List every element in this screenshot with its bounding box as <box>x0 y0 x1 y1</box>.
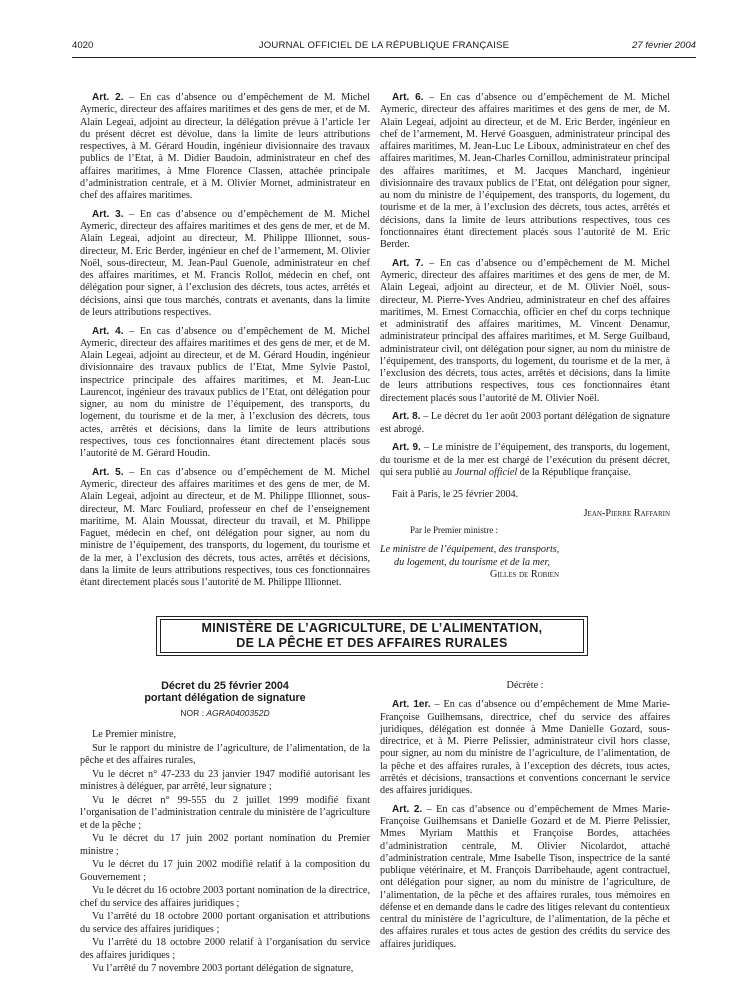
article-paragraph <box>80 326 370 461</box>
prime-minister-signature: Jean-Pierre Raffarin <box>583 507 670 519</box>
article-text: – En cas d’absence ou d’empêchement de Mmes Marie-Françoise Guilhemsans et Danielle Gozard et de M. Pierre Pelissier, Mmes Myriam Matthis et Françoise Bordes, attachées d’administration centrale, M. Olivier Nicolardot, attaché d’administration centrale, Mme Isabelle Tison, inspectrice de la santé publique vétérinaire, et M. François Darribehaude, agent contractuel, ont délégation pour signer, au nom du ministre de l’agriculture, de l’alimentation, de la pêche et des affaires rurales, tous mémoires en défense et en demande dans le cadre des litiges relevant du contentieux central du ministère de l’agriculture, de l’alimentation, de la pêche et des affaires rurales et tous actes de gestion des crédits du service des affaires juridiques. <box>380 803 671 950</box>
minister-title-line-1: Le ministre de l’équipement, des transports, <box>380 544 560 556</box>
article-paragraph <box>80 92 370 202</box>
decret-title-line-2: portant délégation de signature <box>144 692 306 704</box>
ministry-banner-line-2: DE LA PÊCHE ET DES AFFAIRES RURALES <box>236 636 508 650</box>
ministry-banner <box>156 616 588 656</box>
decrete-heading: Décrète : <box>506 680 544 691</box>
journal-title: JOURNAL OFFICIEL DE LA RÉPUBLIQUE FRANÇAISE <box>258 40 510 51</box>
decret-right-column <box>380 680 670 957</box>
right-column <box>380 92 670 581</box>
visa-paragraph: Le Premier ministre, <box>92 729 177 741</box>
article-paragraph <box>380 411 670 436</box>
article-paragraph <box>80 467 370 590</box>
visa-paragraph: Sur le rapport du ministre de l’agriculture, de l’alimentation, de la pêche et des affaires rurales, <box>80 743 370 767</box>
article-label: Art. 7. <box>392 257 424 269</box>
article-paragraph <box>80 209 370 319</box>
nor-code: AGRA0400352D <box>206 708 270 718</box>
nor-label: NOR : <box>180 708 207 718</box>
minister-signature: Gilles de Robien <box>490 568 560 580</box>
article-text: – En cas d’absence ou d’empêchement de Mme Marie-Françoise Guilhemsans, directrice, chef du service des affaires juridiques, délégation est donnée à Mme Danielle Gozard, sous-directrice, et à M. Pierre Pelissier, administrateur civil hors classe, pour signer, au nom du ministre de l’agriculture, de l’alimentation, de la pêche et des affaires rurales, à l’exception des décrets, tous actes, arrêtés et décisions, transactions et conventions concernant le service des affaires juridiques. <box>380 699 670 796</box>
article-label: Art. 4. <box>92 325 124 337</box>
article-label: Art. 2. <box>392 803 423 815</box>
place-date: Fait à Paris, le 25 février 2004. <box>392 489 519 500</box>
article-text: – En cas d’absence ou d’empêchement de M. Michel Aymeric, directeur des affaires maritimes et des gens de mer, et de M. Alain Legeai, adjoint au directeur, M. Philippe Illionnet, sous-directeur, M. Eric Berder, ingénieur en chef de l’armement, M. Olivier Noël, sous-directeur, M. Jean-Paul Guenole, administrateur en chef des affaires maritimes, et M. Francis Rollot, médecin en chef, ont délégation pour signer, à l’exclusion des décrets, tous actes, arrêtés et décisions, ainsi que tous marchés, contrats et avenants, dans la limite de leurs attributions respectives. <box>80 208 370 318</box>
article-label: Art. 5. <box>92 466 124 478</box>
header-rule <box>72 57 696 58</box>
article-paragraph <box>380 442 670 479</box>
visa-paragraph: Vu le décret du 17 juin 2002 modifié relatif à la composition du Gouvernement ; <box>80 859 370 883</box>
article-text: – En cas d’absence ou d’empêchement de M. Michel Aymeric, directeur des affaires maritimes et des gens de mer, et de M. Alain Legeai, adjoint au directeur, et de M. Gérard Houdin, ingénieur divisionnaire des travaux publics de l’Etat, Mme Sylvie Pastol, inspectrice principale des affaires maritimes, et M. Jean-Luc Laurencot, ingénieur des travaux publics de l’Etat, ont délégation pour signer, au nom du ministre de l’équipement, des transports, du logement, du tourisme et de la mer, à l’exclusion des décrets, tous actes, arrêtés et décisions, dans la limite de leurs attributions respectives, tous ces fonctionnaires étant directement placés sous l’autorité de M. Gérard Houdin. <box>80 325 370 459</box>
article-text: – En cas d’absence ou d’empêchement de M. Michel Aymeric, directeur des affaires maritimes et des gens de mer, de M. Alain Legeai, adjoint au directeur, et de M. Eric Berder, ingénieur en chef de l’armement, M. Hervé Goasguen, administrateur principal des affaires maritimes, M. Jean-Luc Le Liboux, administrateur en chef des affaires maritimes, M. Jean-Charles Cornillou, administrateur principal des affaires maritimes, et M. Jacques Manchard, ingénieur divisionnaire des travaux publics de l’Etat, ont délégation pour signer, au nom du ministre de l’équipement, des transports, du logement, du tourisme et de la mer, à l’exclusion des décrets, tous actes, arrêtés et décisions, dans la limite de leurs attributions respectives, tous ces fonctionnaires étant directement placés sous l’autorité de M. Eric Berder. <box>380 92 670 250</box>
minister-title-line-2: du logement, du tourisme et de la mer, <box>394 556 550 568</box>
visa-paragraph: Vu l’arrêté du 7 novembre 2003 portant délégation de signature, <box>92 963 354 975</box>
ministry-banner-inner <box>160 619 584 653</box>
article-label: Art. 8. <box>392 411 421 423</box>
article-text: – Le ministre de l’équipement, des transports, du logement, du tourisme et de la mer est chargé de l’exécution du présent décret, qui sera publié au <box>380 442 670 478</box>
article-text: – Le décret du 1er août 2003 portant délégation de signature est abrogé. <box>380 411 671 435</box>
visa-paragraph: Vu le décret n° 47-233 du 23 janvier 1947 modifié autorisant les ministres à déléguer, par arrêté, leur signature ; <box>80 769 370 793</box>
decret-title-line-1: Décret du 25 février 2004 <box>161 680 289 692</box>
article-text: – En cas d’absence ou d’empêchement de M. Michel Aymeric, directeur des affaires maritimes et des gens de mer, de M. Alain Legeai, adjoint au directeur, et de M. Philippe Illionnet, sous-directeur, M. Marc Fouliard, professeur en chef de l’enseignement maritime, M. Alain Moussat, directeur du travail, et M. Philippe Faguet, médecin en chef, ont délégation pour signer, au nom du ministre de l’équipement, des transports, du logement, du tourisme et de la mer, à l’exclusion des décrets, tous actes, arrêtés et décisions, dans la limite de leurs attributions respectives, tous ces fonctionnaires étant directement placés sous l’autorité de M. Philippe Illionnet. <box>80 466 370 588</box>
article-label: Art. 6. <box>392 92 424 103</box>
article-paragraph <box>380 804 670 951</box>
visa-paragraph: Vu l’arrêté du 18 octobre 2000 relatif à l’organisation du service des affaires juridiques ; <box>80 937 370 961</box>
article-paragraph <box>380 258 670 405</box>
visa-paragraph: Vu le décret n° 99-555 du 2 juillet 1999 modifié fixant l’organisation de l’administration centrale du ministère de l’agriculture et de la pêche ; <box>80 795 370 831</box>
article-text: – En cas d’absence ou d’empêchement de M. Michel Aymeric, directeur des affaires maritimes et des gens de mer, et de M. Alain Legeai, adjoint au directeur, la délégation prévue à l’article 1er du présent décret est dévolue, dans la limite de leurs attributions respectives, à M. Gérard Houdin, ingénieur divisionnaire des travaux publics de l’Etat, à M. Didier Baudoin, administrateur en chef des affaires maritimes, à Mme Florence Classen, attachée principale d’administration centrale, et à M. Olivier Mornet, administrateur en chef des affaires maritimes. <box>80 92 370 201</box>
article-label: Art. 2. <box>92 92 124 103</box>
article-label: Art. 3. <box>92 208 124 220</box>
page-number: 4020 <box>72 40 94 51</box>
decret-left-column <box>80 680 370 977</box>
visa-paragraph: Vu le décret du 16 octobre 2003 portant nomination de la directrice, chef du service des affaires juridiques ; <box>80 885 370 909</box>
article-label: Art. 9. <box>392 442 421 454</box>
article-paragraph <box>380 92 670 251</box>
nor-reference <box>80 707 370 719</box>
left-column <box>80 92 370 596</box>
visa-paragraph: Vu l’arrêté du 18 octobre 2000 portant organisation et attributions du service des affaires juridiques ; <box>80 911 370 935</box>
visa-paragraph: Vu le décret du 17 juin 2002 portant nomination du Premier ministre ; <box>80 833 370 857</box>
by-prime-minister: Par le Premier ministre : <box>410 525 498 535</box>
article-label: Art. 1er. <box>392 699 431 711</box>
article-text-tail: de la République française. <box>517 466 631 478</box>
article-paragraph <box>380 699 670 797</box>
page-header <box>72 40 696 56</box>
ministry-banner-line-1: MINISTÈRE DE L’AGRICULTURE, DE L’ALIMENTATION, <box>201 621 543 635</box>
article-text: – En cas d’absence ou d’empêchement de M. Michel Aymeric, directeur des affaires maritimes et des gens de mer, de M. Alain Legeai, adjoint au directeur, et de M. Olivier Noël, sous-directeur, M. Pierre-Yves Andrieu, administrateur en chef des affaires maritimes, M. Ernest Cornacchia, officier en chef du corps technique et administratif des affaires maritimes, M. Vincent Denamur, administrateur principal des affaires maritimes, et M. Serge Guilbaud, administrateur civil, ont délégation pour signer, au nom du ministre de l’équipement, des transports, du logement, du tourisme et de la mer, à l’exclusion des décrets, tous actes, arrêtés et décisions, dans la limite de leurs attributions respectives, tous ces fonctionnaires étant directement placés sous l’autorité de M. Olivier Noël. <box>380 257 670 404</box>
issue-date: 27 février 2004 <box>632 40 696 51</box>
journal-reference: Journal officiel <box>454 466 518 478</box>
